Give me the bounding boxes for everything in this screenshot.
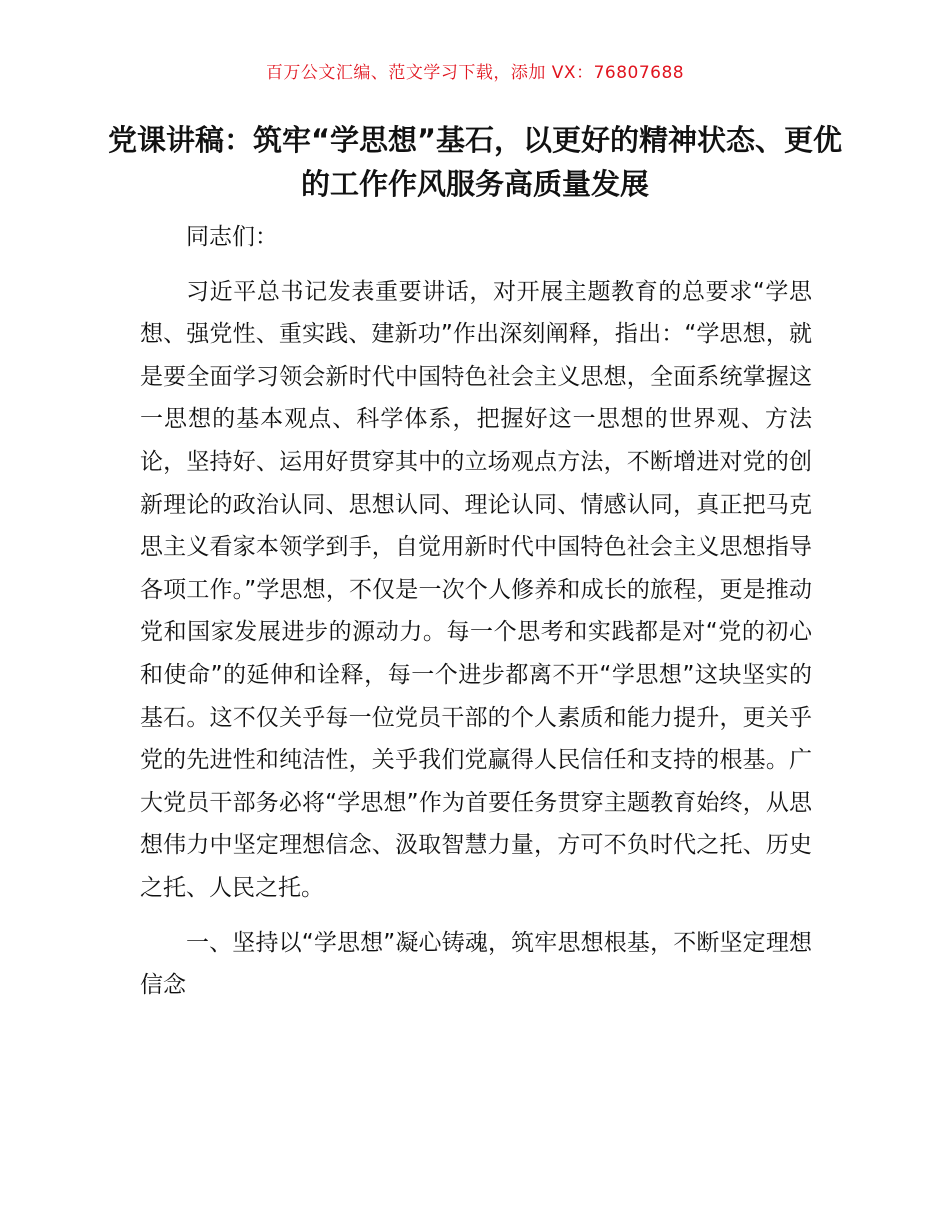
document-title: 党课讲稿：筑牢“学思想”基石，以更好的精神状态、更优的工作作风服务高质量发展 (107, 123, 843, 201)
watermark-header: 百万公文汇编、范文学习下载，添加 VX：76807688 (265, 63, 685, 83)
salutation: 同志们： (186, 224, 278, 250)
document-body (140, 216, 812, 1007)
body-paragraph: 习近平总书记发表重要讲话，对开展主题教育的总要求“学思想、强党性、重实践、建新功”作出深刻阐释，指出：“学思想，就是要全面学习领会新时代中国特色社会主义思想，全面系统掌握这一思想的基本观点、科学体系，把握好这一思想的世界观、方法论，坚持好、运用好贯穿其中的立场观点方法，不断增进对党的创新理论的政治认同、思想认同、理论认同、情感认同，真正把马克思主义看家本领学到手，自觉用新时代中国特色社会主义思想指导各项工作。”学思想，不仅是一次个人修养和成长的旅程，更是推动党和国家发展进步的源动力。每一个思考和实践都是对“党的初心和使命”的延伸和诠释，每一个进步都离不开“学思想”这块坚实的基石。这不仅关乎每一位党员干部的个人素质和能力提升，更关乎党的先进性和纯洁性，关乎我们党赢得人民信任和支持的根基。广大党员干部务必将“学思想”作为首要任务贯穿主题教育始终，从思想伟力中坚定理想信念、汲取智慧力量，方可不负时代之托、历史之托、人民之托。 (140, 278, 812, 901)
section-heading: 一、坚持以“学思想”凝心铸魂，筑牢思想根基，不断坚定理想信念 (140, 929, 812, 999)
